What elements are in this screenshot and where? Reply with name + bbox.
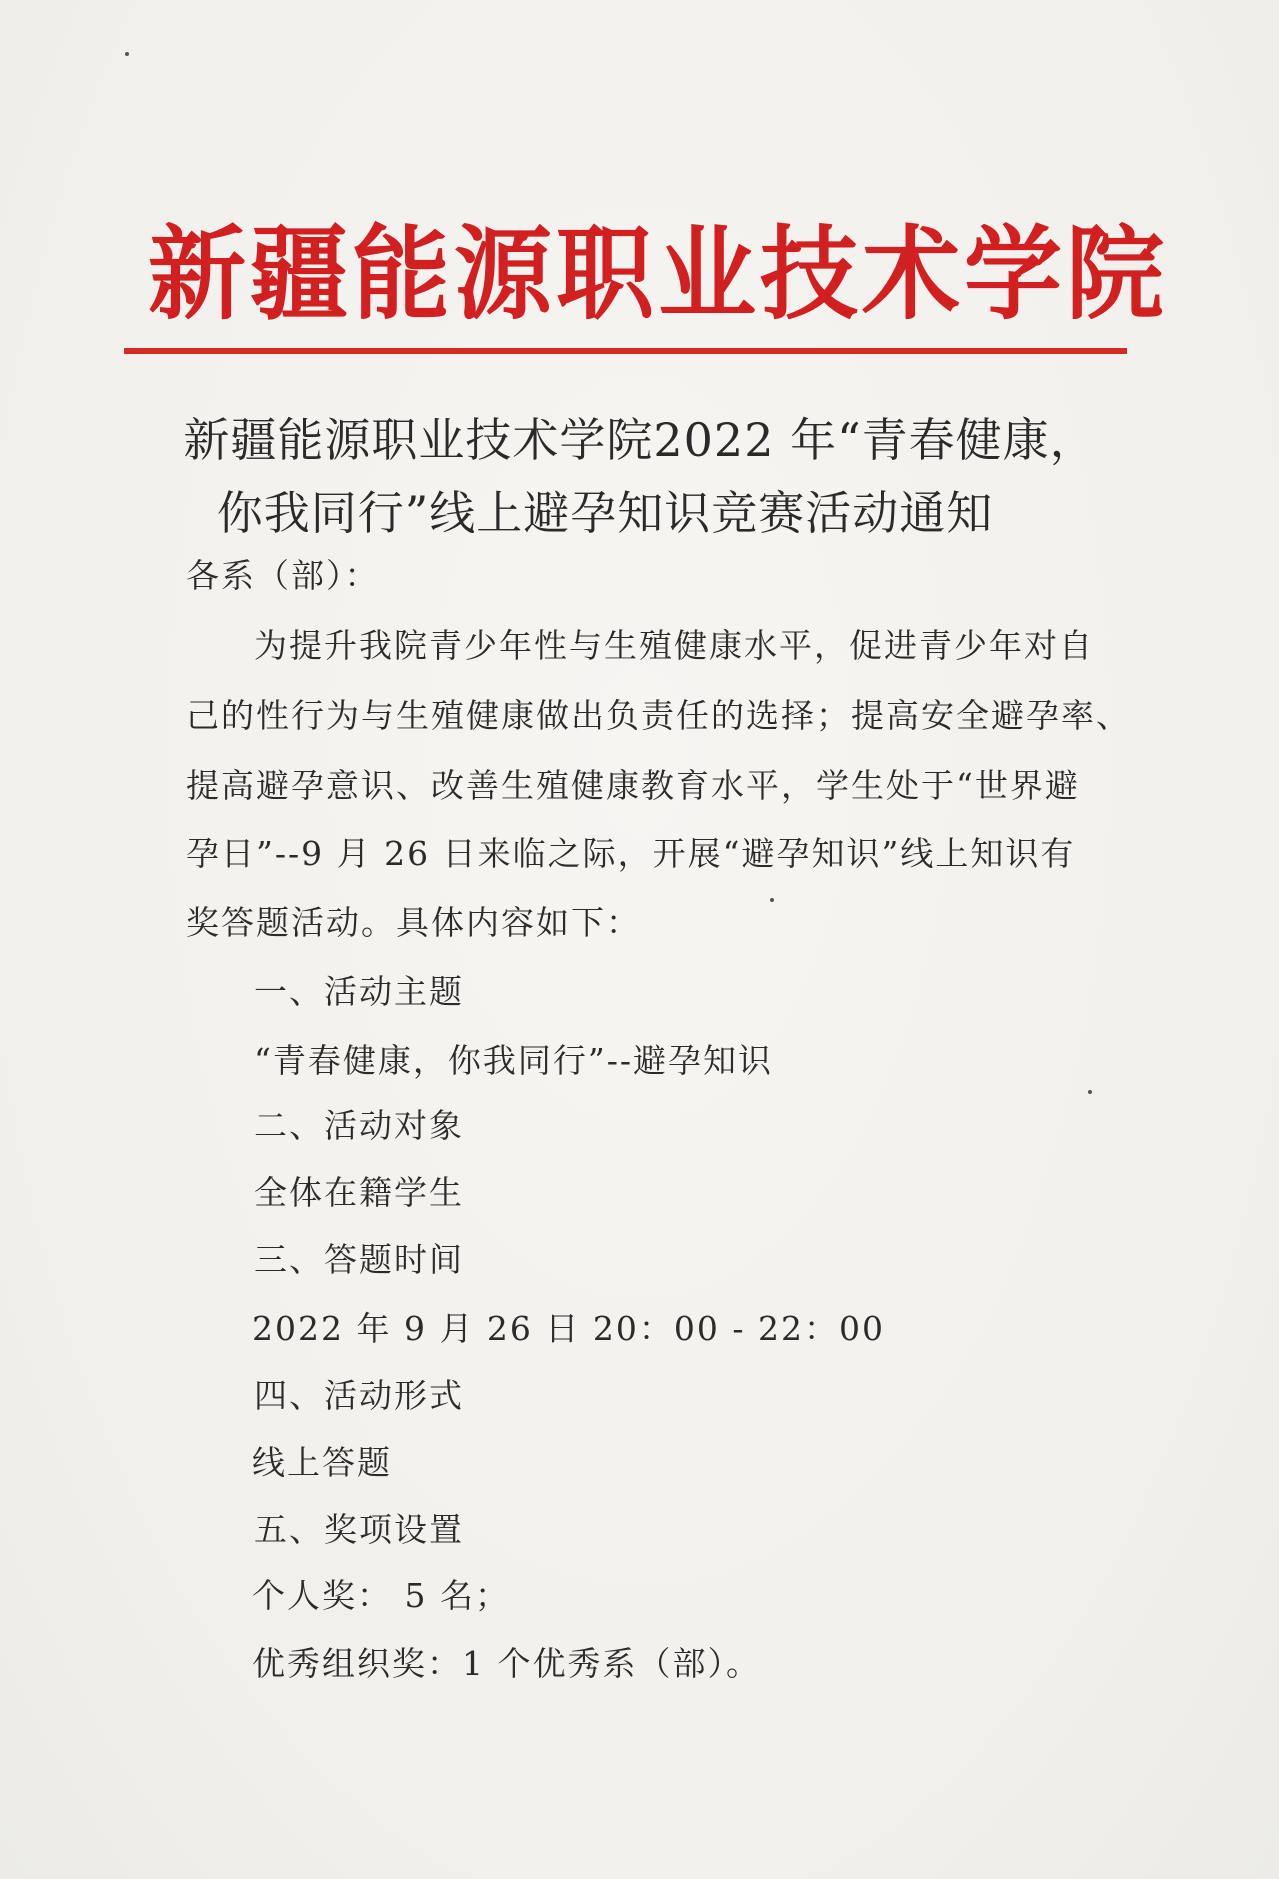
letterhead-institution-name: 新疆能源职业技术学院 [148, 215, 1169, 335]
letterhead-red-rule [124, 348, 1127, 354]
intro-line-1: 为提升我院青少年性与生殖健康水平，促进青少年对自 [254, 626, 1094, 665]
intro-line-4: 孕日”--9 月 26 日来临之际，开展“避孕知识”线上知识有 [186, 834, 1076, 873]
section-1-heading: 一、活动主题 [254, 972, 464, 1011]
notice-title-line-1: 新疆能源职业技术学院2022 年“青春健康， [183, 413, 1097, 467]
intro-line-3: 提高避孕意识、改善生殖健康教育水平，学生处于“世界避 [186, 766, 1080, 805]
intro-line-5: 奖答题活动。具体内容如下： [186, 903, 641, 942]
paper-speck [1088, 1090, 1092, 1094]
section-3-content: 2022 年 9 月 26 日 20：00 - 22：00 [252, 1309, 886, 1348]
award-organization: 优秀组织奖：1 个优秀系（部）。 [252, 1644, 761, 1683]
section-3-heading: 三、答题时间 [254, 1240, 464, 1279]
section-1-content: “青春健康，你我同行”--避孕知识 [254, 1041, 774, 1080]
intro-line-2: 己的性行为与生殖健康做出负责任的选择；提高安全避孕率、 [186, 696, 1131, 735]
section-5-heading: 五、奖项设置 [254, 1510, 464, 1549]
paper-speck [770, 898, 774, 902]
section-4-content: 线上答题 [252, 1443, 392, 1482]
notice-title-line-2: 你我同行”线上避孕知识竞赛活动通知 [216, 486, 994, 540]
section-4-heading: 四、活动形式 [254, 1376, 464, 1415]
section-2-content: 全体在籍学生 [254, 1173, 464, 1212]
salutation: 各系（部）： [186, 556, 380, 595]
award-individual: 个人奖： 5 名； [252, 1576, 510, 1615]
paper-speck [125, 52, 129, 56]
section-2-heading: 二、活动对象 [254, 1106, 464, 1145]
